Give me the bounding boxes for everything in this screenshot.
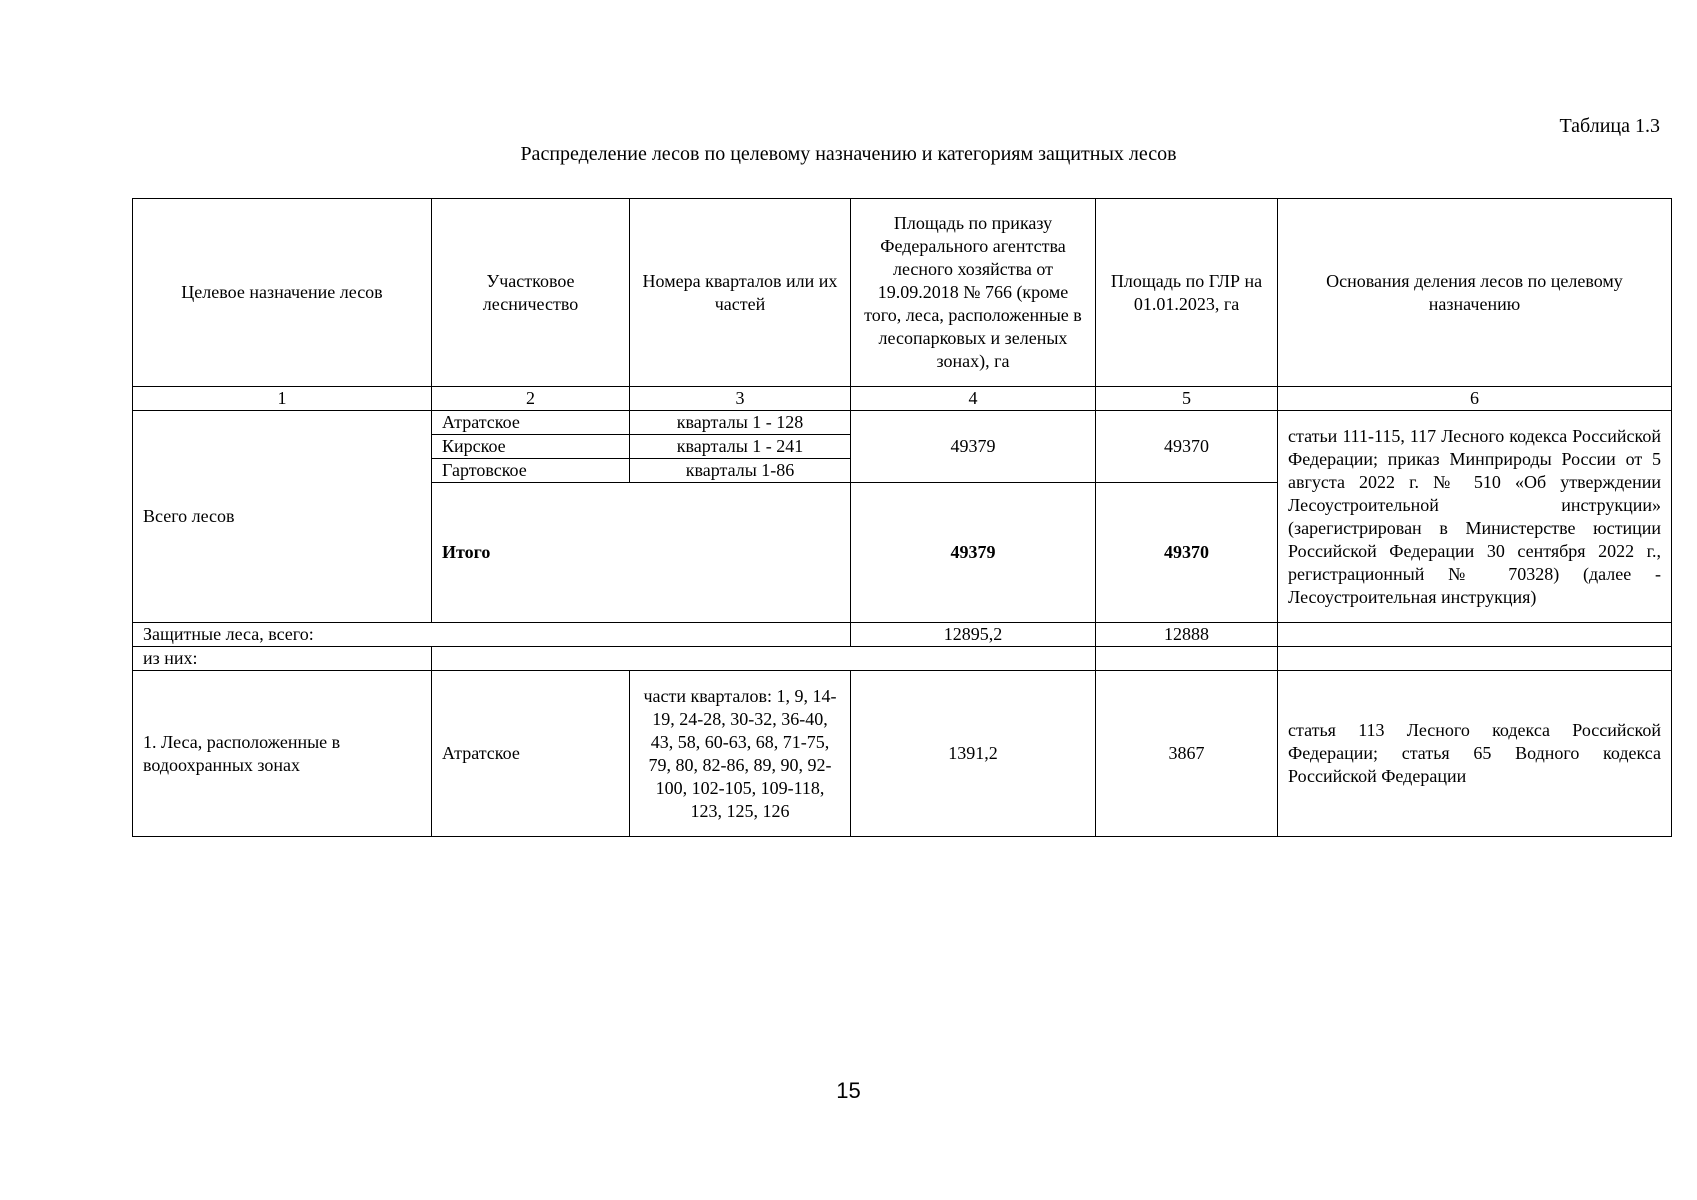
water-protection-quarters: части кварталов: 1, 9, 14-19, 24-28, 30-32, 36-40, 43, 58, 60-63, 68, 71-75, 79, 80, 82-86, 89, 90, 92-100, 102-105, 109-118, 123, 125, 126: [630, 671, 851, 837]
all-forests-label: Всего лесов: [133, 411, 432, 623]
protective-forests-row: [133, 623, 1672, 647]
water-protection-row: [133, 671, 1672, 837]
header-area-order: Площадь по приказу Федерального агентства лесного хозяйства от 19.09.2018 № 766 (кроме того, леса, расположенные в лесопарковых и зеленых зонах), га: [851, 199, 1096, 387]
empty-cell: [1278, 647, 1672, 671]
district-quarters: кварталы 1 - 241: [630, 435, 851, 459]
protective-area-glr: 12888: [1096, 623, 1278, 647]
document-title: Распределение лесов по целевому назначению и категориям защитных лесов: [520, 143, 1177, 165]
column-number-row: [133, 387, 1672, 411]
district-quarters: кварталы 1 - 128: [630, 411, 851, 435]
header-quarters: Номера кварталов или их частей: [630, 199, 851, 387]
of-which-row: [133, 647, 1672, 671]
all-forests-basis: статьи 111-115, 117 Лесного кодекса Российской Федерации; приказ Минприроды России от 5 августа 2022 г. № 510 «Об утверждении Лесоустроительной инструкции» (зарегистрирован в Министерстве юстиции Российской Федерации 30 сентября 2022 г., регистрационный № 70328) (далее - Лесоустроительная инструкция): [1278, 411, 1672, 623]
column-number: 2: [432, 387, 630, 411]
table-header-row: [133, 199, 1672, 387]
page-number: 15: [836, 1078, 861, 1103]
water-protection-area-order: 1391,2: [851, 671, 1096, 837]
empty-cell: [1278, 623, 1672, 647]
protective-forests-label: Защитные леса, всего:: [133, 623, 851, 647]
district-name: Гартовское: [432, 459, 630, 483]
water-protection-basis: статья 113 Лесного кодекса Российской Федерации; статья 65 Водного кодекса Российской Федерации: [1278, 671, 1672, 837]
table-number-label: Таблица 1.3: [1559, 115, 1660, 137]
protective-area-order: 12895,2: [851, 623, 1096, 647]
table-row: [133, 411, 1672, 435]
of-which-label: из них:: [133, 647, 432, 671]
header-area-glr: Площадь по ГЛР на 01.01.2023, га: [1096, 199, 1278, 387]
empty-cell: [1096, 647, 1278, 671]
column-number: 4: [851, 387, 1096, 411]
total-label: Итого: [432, 483, 851, 623]
district-name: Кирское: [432, 435, 630, 459]
all-forests-area-glr: 49370: [1096, 411, 1278, 483]
district-quarters: кварталы 1-86: [630, 459, 851, 483]
header-basis: Основания деления лесов по целевому назначению: [1278, 199, 1672, 387]
water-protection-label: 1. Леса, расположенные в водоохранных зонах: [133, 671, 432, 837]
header-district: Участковое лесничество: [432, 199, 630, 387]
column-number: 3: [630, 387, 851, 411]
district-name: Атратское: [432, 411, 630, 435]
total-area-order: 49379: [851, 483, 1096, 623]
column-number: 6: [1278, 387, 1672, 411]
all-forests-area-order: 49379: [851, 411, 1096, 483]
empty-cell: [432, 647, 1096, 671]
water-protection-area-glr: 3867: [1096, 671, 1278, 837]
water-protection-district: Атратское: [432, 671, 630, 837]
total-area-glr: 49370: [1096, 483, 1278, 623]
column-number: 1: [133, 387, 432, 411]
forest-distribution-table: [132, 198, 1672, 837]
header-purpose: Целевое назначение лесов: [133, 199, 432, 387]
column-number: 5: [1096, 387, 1278, 411]
